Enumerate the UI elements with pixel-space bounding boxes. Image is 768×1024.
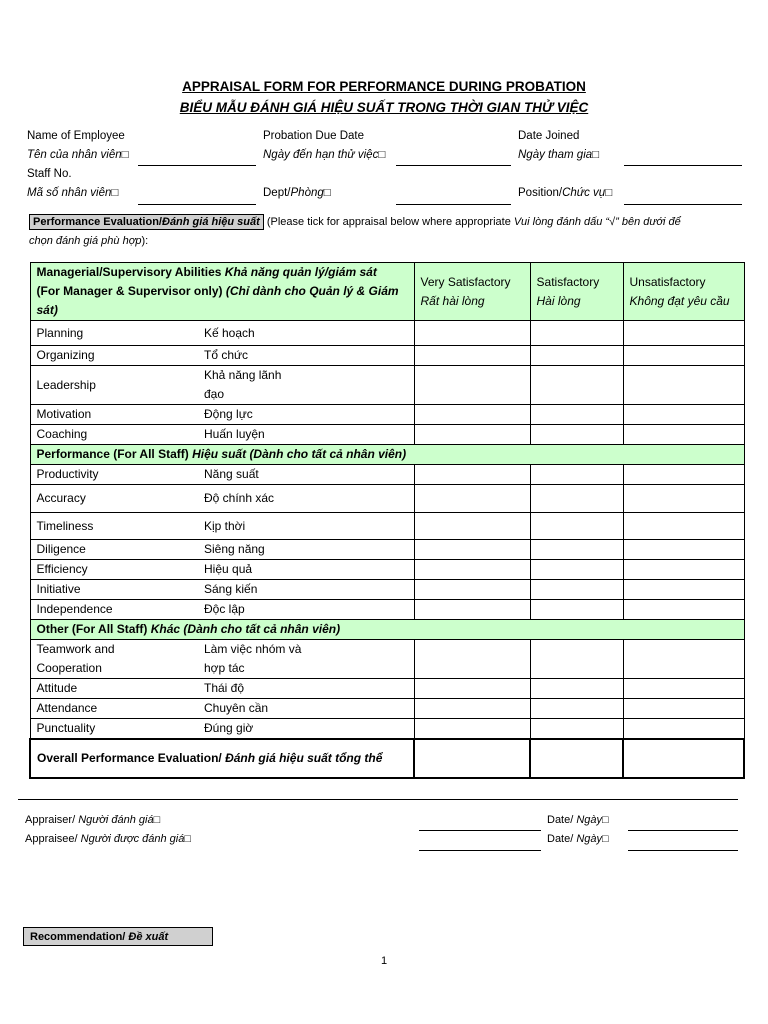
tick-cell[interactable] <box>623 640 744 679</box>
tick-cell[interactable] <box>530 719 623 740</box>
name-input[interactable] <box>138 165 256 166</box>
tick-cell[interactable] <box>414 699 530 719</box>
appraisee-input[interactable] <box>419 850 541 851</box>
tick-cell[interactable] <box>530 600 623 620</box>
tick-cell[interactable] <box>530 640 623 679</box>
page-number: 1 <box>380 955 388 967</box>
staff-input[interactable] <box>138 204 256 205</box>
col-unsatisfactory: Unsatisfactory Không đạt yêu cầu <box>623 263 744 321</box>
tick-cell[interactable] <box>414 719 530 740</box>
joined-input[interactable] <box>624 165 742 166</box>
evaluation-box: Performance Evaluation/Đánh giá hiệu suất <box>29 214 264 230</box>
tick-cell[interactable] <box>530 366 623 405</box>
title-en: APPRAISAL FORM FOR PERFORMANCE DURING PROBATION <box>182 79 586 94</box>
tick-cell[interactable] <box>530 560 623 580</box>
tick-cell[interactable] <box>530 513 623 540</box>
appraiser-date-input[interactable] <box>628 830 738 831</box>
tick-cell[interactable] <box>414 580 530 600</box>
tick-cell[interactable] <box>414 346 530 366</box>
table-row: Organizing Tổ chức <box>30 346 744 366</box>
divider <box>18 799 738 800</box>
name-label-vi: Tên của nhân viên□ <box>27 149 129 161</box>
tick-cell[interactable] <box>530 699 623 719</box>
tick-cell[interactable] <box>623 321 744 346</box>
appraisee-date-input[interactable] <box>628 850 738 851</box>
joined-label: Date Joined <box>518 130 580 142</box>
tick-cell[interactable] <box>623 580 744 600</box>
tick-cell[interactable] <box>414 366 530 405</box>
tick-cell[interactable] <box>414 679 530 699</box>
table-row: Punctuality Đúng giờ <box>30 719 744 740</box>
table-row: Leadership Khả năng lãnh đạo <box>30 366 744 405</box>
table-row: Attendance Chuyên cần <box>30 699 744 719</box>
appraiser-date-label: Date/ Ngày□ <box>547 814 609 826</box>
tick-cell[interactable] <box>623 405 744 425</box>
managerial-header: Managerial/Supervisory Abilities Khả năng quản lý/giám sát (For Manager & Supervisor only) (Chỉ dành cho Quản lý & Giám sát) <box>30 263 414 321</box>
probation-label-vi: Ngày đến hạn thử việc□ <box>263 149 386 161</box>
tick-cell[interactable] <box>530 580 623 600</box>
tick-cell[interactable] <box>623 699 744 719</box>
section-other: Other (For All Staff) Khác (Dành cho tất cả nhân viên) <box>30 620 744 640</box>
tick-cell[interactable] <box>530 321 623 346</box>
tick-cell[interactable] <box>530 540 623 560</box>
tick-cell[interactable] <box>414 540 530 560</box>
tick-cell[interactable] <box>530 465 623 485</box>
tick-cell[interactable] <box>530 739 623 778</box>
tick-cell[interactable] <box>623 485 744 513</box>
tick-cell[interactable] <box>414 739 530 778</box>
tick-cell[interactable] <box>414 485 530 513</box>
tick-cell[interactable] <box>623 719 744 740</box>
table-row: Coaching Huấn luyện <box>30 425 744 445</box>
staff-label: Staff No. <box>27 168 72 180</box>
table-row: Initiative Sáng kiến <box>30 580 744 600</box>
name-label: Name of Employee <box>27 130 125 142</box>
table-row: Productivity Năng suất <box>30 465 744 485</box>
tick-cell[interactable] <box>530 405 623 425</box>
tick-cell[interactable] <box>623 425 744 445</box>
col-very-satisfactory: Very Satisfactory Rất hài lòng <box>414 263 530 321</box>
tick-cell[interactable] <box>623 540 744 560</box>
position-label: Position/Chức vụ□ <box>518 187 613 199</box>
tick-cell[interactable] <box>414 425 530 445</box>
tick-cell[interactable] <box>414 560 530 580</box>
tick-cell[interactable] <box>414 465 530 485</box>
table-row: Independence Độc lập <box>30 600 744 620</box>
tick-cell[interactable] <box>530 346 623 366</box>
dept-input[interactable] <box>396 204 511 205</box>
dept-label: Dept/Phòng□ <box>263 187 331 199</box>
tick-cell[interactable] <box>623 465 744 485</box>
tick-cell[interactable] <box>530 679 623 699</box>
tick-cell[interactable] <box>414 640 530 679</box>
table-row: Planning Kế hoạch <box>30 321 744 346</box>
appraisee-date-label: Date/ Ngày□ <box>547 833 609 845</box>
evaluation-table <box>29 262 745 779</box>
tick-cell[interactable] <box>623 513 744 540</box>
tick-cell[interactable] <box>530 485 623 513</box>
table-row: Efficiency Hiệu quả <box>30 560 744 580</box>
tick-cell[interactable] <box>623 739 744 778</box>
instruction: Performance Evaluation/Đánh giá hiệu suất (Please tick for appraisal below where appropriate Vui lòng đánh dấu “√” bên dưới để chọn đánh giá phù hợp): <box>29 216 681 247</box>
tick-cell[interactable] <box>530 425 623 445</box>
table-row: Teamwork and Cooperation Làm việc nhóm và hợp tác <box>30 640 744 679</box>
table-row: Diligence Siêng năng <box>30 540 744 560</box>
tick-cell[interactable] <box>623 366 744 405</box>
overall-row <box>30 739 744 778</box>
joined-label-vi: Ngày tham gia□ <box>518 149 600 161</box>
appraisee-label: Appraisee/ Người được đánh giá□ <box>25 833 191 845</box>
tick-cell[interactable] <box>414 600 530 620</box>
tick-cell[interactable] <box>623 679 744 699</box>
title-vi: BIỂU MẪU ĐÁNH GIÁ HIỆU SUẤT TRONG THỜI GIAN THỬ VIỆC <box>179 100 589 115</box>
table-row: Accuracy Độ chính xác <box>30 485 744 513</box>
section-performance: Performance (For All Staff) Hiệu suất (Dành cho tất cả nhân viên) <box>30 445 744 465</box>
staff-label-vi: Mã số nhân viên□ <box>27 187 119 199</box>
tick-cell[interactable] <box>414 513 530 540</box>
table-row: Timeliness Kịp thời <box>30 513 744 540</box>
tick-cell[interactable] <box>623 560 744 580</box>
tick-cell[interactable] <box>414 321 530 346</box>
table-row: Motivation Động lực <box>30 405 744 425</box>
table-row: Attitude Thái độ <box>30 679 744 699</box>
overall-label: Overall Performance Evaluation/ Đánh giá hiệu suất tổng thể <box>30 739 414 778</box>
tick-cell[interactable] <box>623 600 744 620</box>
position-input[interactable] <box>624 204 742 205</box>
probation-label: Probation Due Date <box>263 130 365 142</box>
probation-input[interactable] <box>396 165 511 166</box>
col-satisfactory: Satisfactory Hài lòng <box>530 263 623 321</box>
appraiser-input[interactable] <box>419 830 541 831</box>
appraiser-label: Appraiser/ Người đánh giá□ <box>25 814 161 826</box>
recommendation-box: Recommendation/ Đề xuất <box>23 927 213 946</box>
tick-cell[interactable] <box>414 405 530 425</box>
tick-cell[interactable] <box>623 346 744 366</box>
